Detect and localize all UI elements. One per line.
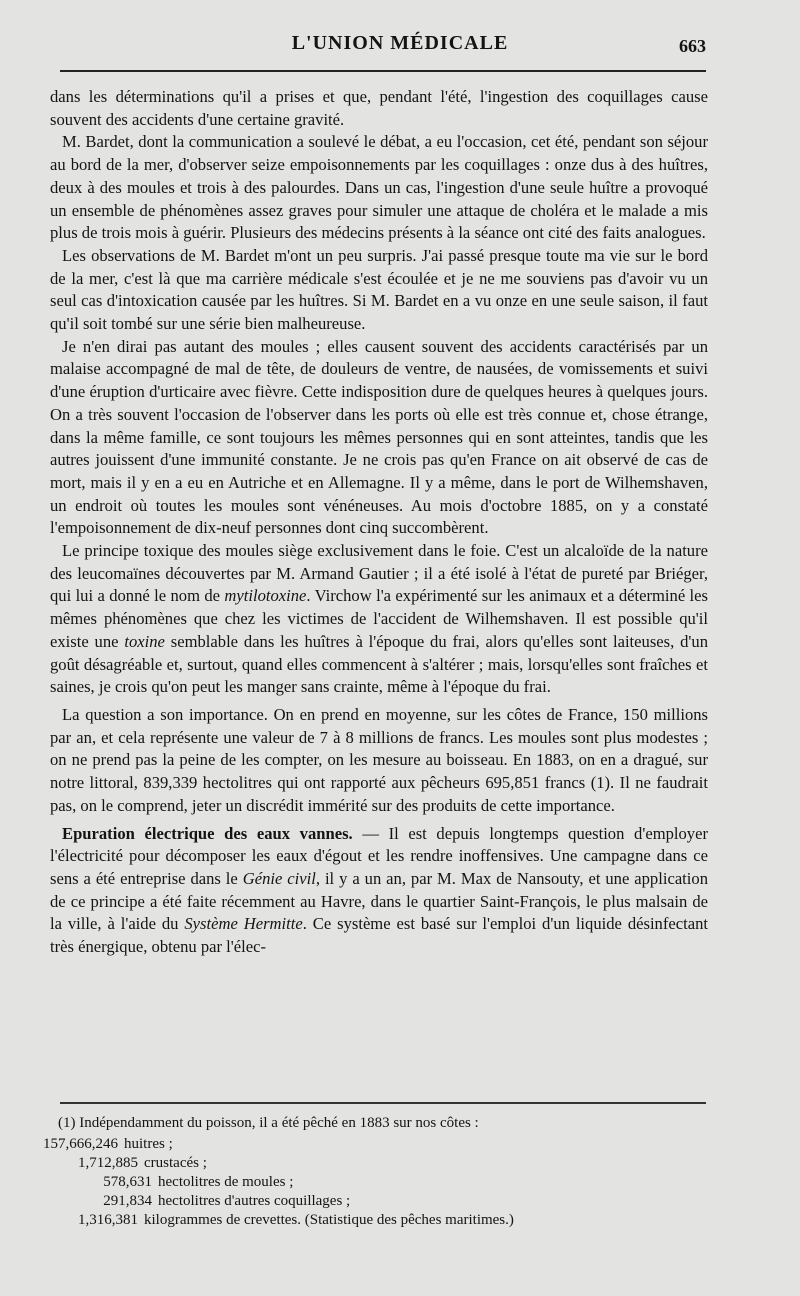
footnote-row	[58, 1211, 698, 1230]
header-rule	[60, 70, 706, 72]
footnote-rule	[60, 1102, 706, 1104]
paragraph-1: dans les déterminations qu'il a prises et que, pendant l'été, l'ingestion des coquillages cause souvent des accidents d'une certaine gravité.	[50, 87, 708, 129]
footnote-quantity: 1,316,381	[78, 1212, 138, 1228]
paragraph-3: Les observations de M. Bardet m'ont un peu surpris. J'ai passé presque toute ma vie sur le bord de la mer, c'est là que ma carrière médicale s'est écoulée et je ne me souviens pas d'avoir vu un seul cas d'intoxication causée par les huîtres. Si M. Bardet en a vu onze en une seule saison, il faut qu'il soit tombé sur une série bien malheureuse.	[50, 245, 708, 334]
paragraph-7-part-c: . Ce système est basé sur l'emploi d'un liquide désinfectant très énergique, obtenu par l'élec-	[50, 914, 708, 957]
footnote-quantity: 291,834	[103, 1193, 152, 1209]
page-header	[0, 26, 800, 62]
term-toxine: toxine	[124, 631, 165, 651]
footnote-row	[58, 1173, 698, 1192]
footnote-row	[58, 1192, 698, 1211]
footnote-label: hectolitres de moules ;	[158, 1174, 294, 1190]
paragraph-5-part-b: . Virchow l'a expérimenté sur les animaux et a déterminé les mêmes phénomènes que chez les victimes de l'accident de Wilhemshaven. Il est possible qu'il existe une	[50, 586, 708, 651]
paragraph-2: M. Bardet, dont la communication a soulevé le débat, a eu l'occasion, cet été, pendant son séjour au bord de la mer, d'observer seize empoisonnements par les coquillages : onze dus à des huîtres, deux à des moules et trois à des palourdes. Dans un cas, l'ingestion d'une seule huître a provoqué un ensemble de phénomènes assez graves pour simuler une attaque de choléra et le malade a mis plus de trois mois à guérir. Plusieurs des médecins présents à la séance ont cité des faits analogues.	[50, 132, 708, 243]
section-lead: Epuration électrique des eaux vannes.	[62, 823, 353, 843]
paragraph-6: La question a son importance. On en prend en moyenne, sur les côtes de France, 150 millions par an, et cela représente une valeur de 7 à 8 millions de francs. Les moules sont plus modestes ; on ne prend pas la peine de les compter, on les mesure au boisseau. En 1883, on en a dragué, sur notre littoral, 839,339 hectolitres qui ont rapporté aux pêcheurs 695,851 francs (1). Il ne faudrait pas, on le comprend, jeter un discrédit immérité sur des produits de cette importance.	[50, 704, 708, 815]
running-title: L'UNION MÉDICALE	[291, 32, 509, 54]
term-mytilotoxine: mytilotoxine	[224, 586, 307, 606]
footnote-label: kilogrammes de crevettes. (Statistique des pêches maritimes.)	[144, 1212, 514, 1228]
paragraph-7-part-a: — Il est depuis longtemps question d'employer l'électricité pour décomposer les eaux d'égout et les rendre inoffensives. Une campagne dans ce sens a été entreprise dans le	[50, 823, 708, 888]
footnote-intro: (1) Indépendamment du poisson, il a été pêché en 1883 sur nos côtes :	[58, 1115, 479, 1131]
paragraph-4: Je n'en dirai pas autant des moules ; elles causent souvent des accidents caractérisés par un malaise accompagné de mal de tête, de douleurs de ventre, de nausées, de vomissements et suivi d'une éruption d'urticaire avec fièvre. Cette indisposition dure de quelques heures à quelques jours. On a très souvent l'occasion de l'observer dans les ports où elle est très connue et, chose étrange, dans la même famille, ce sont toujours les mêmes personnes qui en sont atteintes, tandis que les autres jouissent d'une immunité constante. Je ne crois pas qu'en France on ait observé de cas de mort, mais il y en a eu en Autriche et en Allemagne. Il y a même, dans le port de Wilhemshaven, un endroit où toutes les moules sont vénéneuses. Au mois d'octobre 1885, on y a constaté l'empoisonnement de dix-neuf personnes dont cinq succombèrent.	[50, 336, 708, 538]
footnote-label: hectolitres d'autres coquillages ;	[158, 1193, 351, 1209]
footnote-quantity: 157,666,246	[43, 1136, 118, 1152]
page-number: 663	[679, 36, 706, 56]
paragraph-5	[50, 540, 708, 699]
footnote-quantity: 1,712,885	[78, 1155, 138, 1171]
footnote-row	[58, 1154, 698, 1173]
paragraph-7-part-b: , il y a un an, par M. Max de Nansouty, et une application de ce principe a été faite récemment au Havre, dans le quartier Saint-François, le plus malsain de la ville, à l'aide du	[50, 868, 708, 934]
body-text	[50, 86, 708, 959]
term-systeme-hermitte: Système Hermitte	[184, 914, 303, 934]
footnote-label: huitres ;	[124, 1136, 173, 1152]
footnote-label: crustacés ;	[144, 1155, 207, 1171]
term-genie-civil: Génie civil	[242, 868, 316, 888]
paragraph-5-part-a: Le principe toxique des moules siège exclusivement dans le foie. C'est un alcaloïde de la nature des leucomaïnes découvertes par M. Armand Gautier ; il a été isolé à l'état de pureté par Briéger, qui lui a donné le nom de	[50, 541, 708, 606]
footnote-row	[38, 1135, 698, 1154]
footnote-quantity: 578,631	[103, 1174, 152, 1190]
paragraph-5-part-c: semblable dans les huîtres à l'époque du frai, alors qu'elles sont laiteuses, d'un goût désagréable et, surtout, quand elles commencent à s'altérer ; mais, lorsqu'elles sont fraîches et saines, je crois qu'on peut les manger sans crainte, même à l'époque du frai.	[50, 631, 708, 697]
footnote	[43, 1114, 698, 1230]
paragraph-7	[50, 823, 708, 959]
